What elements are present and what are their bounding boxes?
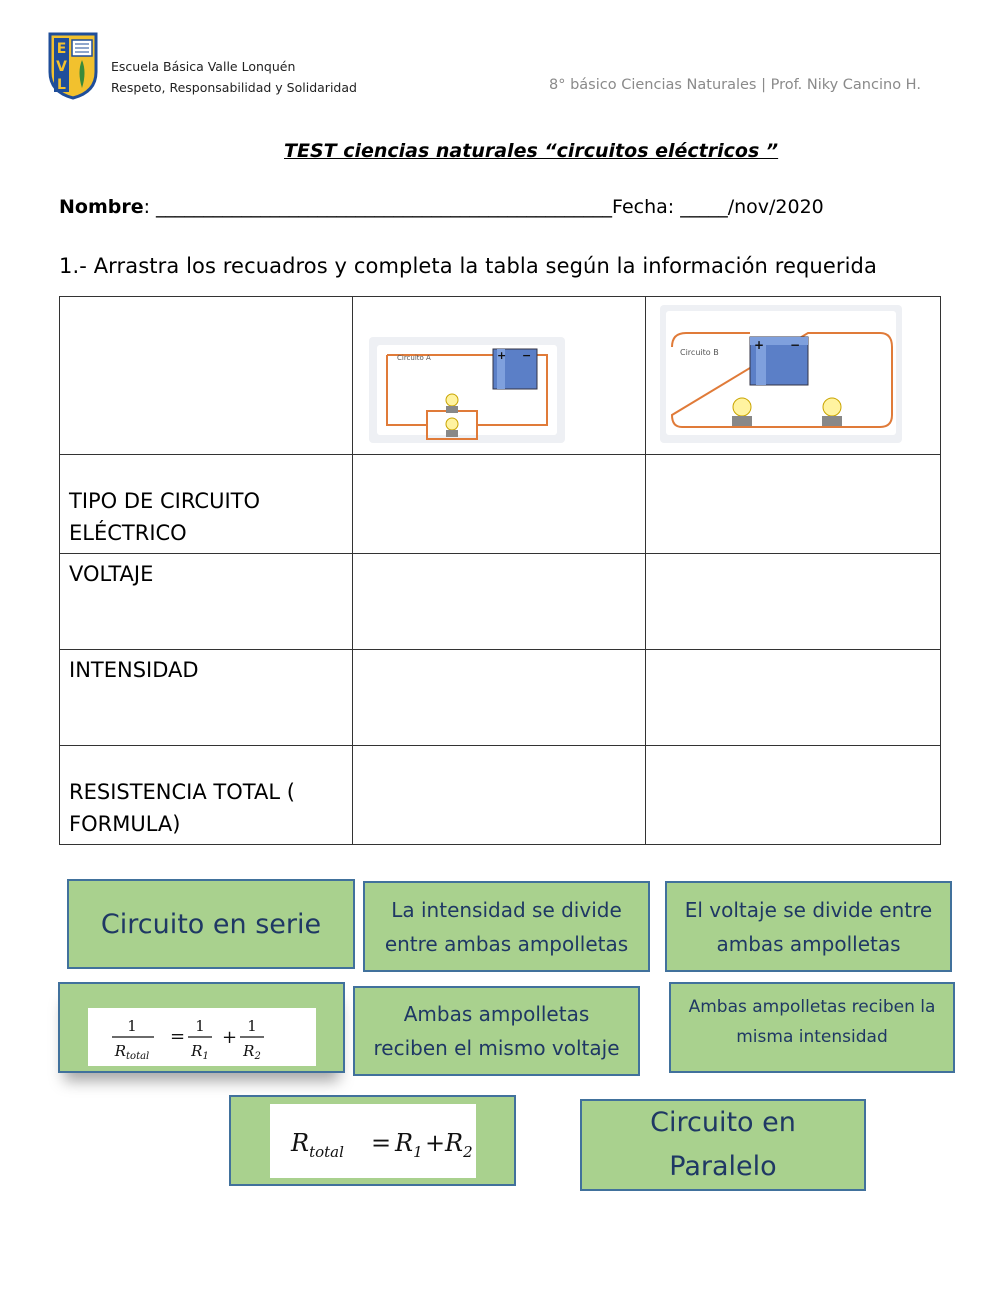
table-corner-cell — [60, 297, 353, 455]
svg-text:1: 1 — [126, 1016, 137, 1035]
logo-letter-e: E — [56, 41, 67, 57]
drop-cell-resistencia-a[interactable] — [353, 746, 646, 845]
drop-cell-intensidad-a[interactable] — [353, 650, 646, 746]
row-label-tipo: TIPO DE CIRCUITO ELÉCTRICO — [60, 455, 353, 554]
circuit-a-label: Circuito A — [397, 354, 431, 362]
drop-cell-voltaje-b[interactable] — [646, 554, 941, 650]
drop-cell-resistencia-b[interactable] — [646, 746, 941, 845]
svg-text:1: 1 — [194, 1016, 205, 1035]
row-label-voltaje: VOLTAJE — [60, 554, 353, 650]
svg-text:+: + — [497, 349, 507, 362]
question-1: 1.- Arrastra los recuadros y completa la tabla según la información requerida — [59, 254, 877, 278]
formula-series — [270, 1104, 476, 1178]
card-formula-serie[interactable] — [229, 1095, 516, 1186]
svg-text:=: = — [370, 1128, 391, 1157]
card-misma-intensidad[interactable]: Ambas ampolletas reciben la misma intensidad — [669, 982, 955, 1073]
formula-parallel — [88, 1008, 316, 1066]
logo-letter-v: V — [56, 59, 67, 75]
svg-text:R1: $R_1$ — [190, 1041, 209, 1062]
circuit-b-image — [658, 303, 904, 445]
svg-text:R2: $R_2$ — [444, 1128, 473, 1161]
svg-text:R1: $R_1$ — [394, 1128, 423, 1161]
svg-text:−: − — [522, 349, 532, 362]
name-label: Nombre — [59, 196, 144, 218]
answer-table — [59, 296, 941, 845]
circuit-a-image — [367, 335, 567, 445]
circuit-b-cell — [646, 297, 941, 455]
drop-cell-tipo-b[interactable] — [646, 455, 941, 554]
formula-parallel-image — [92, 1009, 312, 1065]
svg-text:+: + — [221, 1026, 237, 1048]
svg-text:1: 1 — [246, 1016, 257, 1035]
svg-text:−: − — [790, 338, 801, 352]
drop-cell-tipo-a[interactable] — [353, 455, 646, 554]
card-voltaje-divide[interactable]: El voltaje se divide entre ambas ampolletas — [665, 881, 952, 972]
circuit-b-label: Circuito B — [680, 348, 719, 357]
row-label-intensidad: INTENSIDAD — [60, 650, 353, 746]
card-mismo-voltaje[interactable]: Ambas ampolletas reciben el mismo voltaje — [353, 986, 640, 1076]
row-label-resistencia: RESISTENCIA TOTAL ( FORMULA) — [60, 746, 353, 845]
school-logo — [47, 32, 99, 100]
school-motto: Respeto, Responsabilidad y Solidaridad — [111, 80, 357, 95]
svg-text:=: = — [169, 1025, 185, 1047]
svg-text:+: + — [754, 338, 765, 352]
logo-letter-l: L — [57, 77, 66, 93]
svg-text:+: + — [424, 1128, 445, 1157]
page-title: TEST ciencias naturales “circuitos eléctricos ” — [284, 140, 779, 162]
name-date-line — [59, 196, 824, 218]
formula-series-image — [273, 1111, 473, 1171]
name-date-blanks: : ________________________________________________Fecha: _____/nov/2020 — [143, 196, 824, 218]
svg-text:R2: $R_2$ — [242, 1041, 261, 1062]
circuit-a-cell — [353, 297, 646, 455]
svg-text:Rtotal: $R_{total}$ — [290, 1128, 344, 1161]
course-info: 8° básico Ciencias Naturales | Prof. Niky Cancino H. — [549, 77, 921, 93]
svg-text:Rtotal: $R_{total}$ — [114, 1041, 149, 1062]
card-circuito-serie[interactable]: Circuito en serie — [67, 879, 355, 969]
drop-cell-voltaje-a[interactable] — [353, 554, 646, 650]
drop-cell-intensidad-b[interactable] — [646, 650, 941, 746]
school-name: Escuela Básica Valle Lonquén — [111, 59, 296, 74]
card-formula-paralelo[interactable] — [58, 982, 345, 1073]
card-intensidad-divide[interactable]: La intensidad se divide entre ambas ampolletas — [363, 881, 650, 972]
card-circuito-paralelo[interactable]: Circuito en Paralelo — [580, 1099, 866, 1191]
